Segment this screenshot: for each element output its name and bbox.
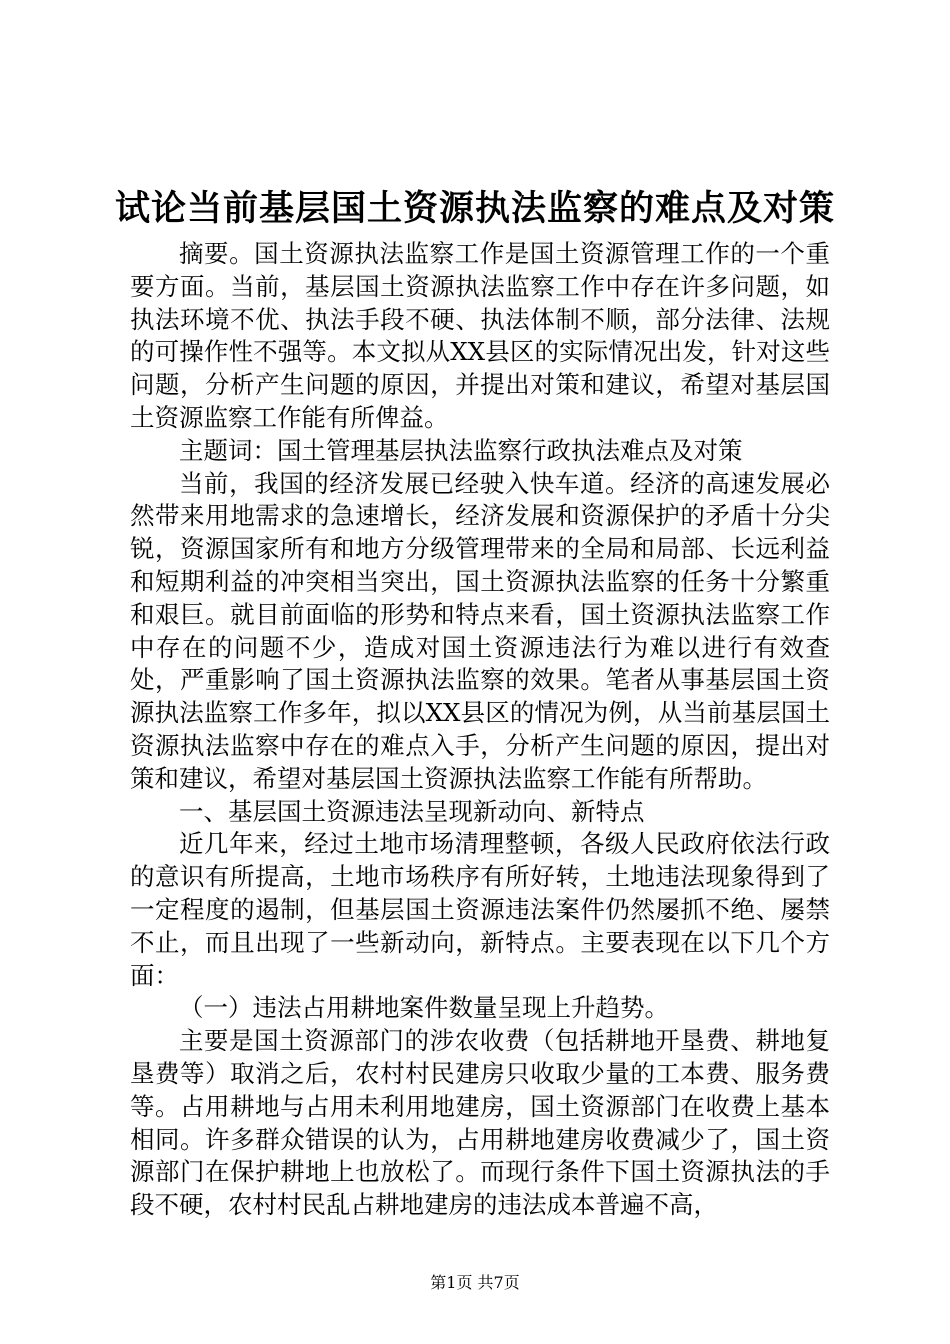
subsection-heading: （一）违法占用耕地案件数量呈现上升趋势。 <box>179 993 669 1023</box>
abstract-paragraph: 摘要。国土资源执法监察工作是国土资源管理工作的一个重要方面。当前，基层国土资源执法监察工作中存在许多问题，如执法环境不优、执法手段不硬、执法体制不顺，部分法律、法规的可操作性不强等。本文拟从XX县区的实际情况出发，针对这些问题，分析产生问题的原因，并提出对策和建议，希望对基层国土资源监察工作能有所俾益。 <box>130 239 830 432</box>
document-title: 试论当前基层国土资源执法监察的难点及对策 <box>114 188 835 229</box>
document-body <box>130 238 830 1222</box>
body-paragraph: 近几年来，经过土地市场清理整顿，各级人民政府依法行政的意识有所提高，土地市场秩序有所好转，土地违法现象得到了一定程度的遏制，但基层国土资源违法案件仍然屡抓不绝、屡禁不止，而且出现了一些新动向，新特点。主要表现在以下几个方面： <box>130 829 830 990</box>
intro-paragraph: 当前，我国的经济发展已经驶入快车道。经济的高速发展必然带来用地需求的急速增长，经济发展和资源保护的矛盾十分尖锐，资源国家所有和地方分级管理带来的全局和局部、长远利益和短期利益的冲突相当突出，国土资源执法监察的任务十分繁重和艰巨。就目前面临的形势和特点来看，国土资源执法监察工作中存在的问题不少，造成对国土资源违法行为难以进行有效查处，严重影响了国土资源执法监察的效果。笔者从事基层国土资源执法监察工作多年，拟以XX县区的情况为例，从当前基层国土资源执法监察中存在的难点入手，分析产生问题的原因，提出对策和建议，希望对基层国土资源执法监察工作能有所帮助。 <box>130 468 830 793</box>
body-paragraph: 主要是国土资源部门的涉农收费（包括耕地开垦费、耕地复垦费等）取消之后，农村村民建房只收取少量的工本费、服务费等。占用耕地与占用未利用地建房，国土资源部门在收费上基本相同。许多群众错误的认为，占用耕地建房收费减少了，国土资源部门在保护耕地上也放松了。而现行条件下国土资源执法的手段不硬，农村村民乱占耕地建房的违法成本普遍不高， <box>130 1026 830 1220</box>
section-heading: 一、基层国土资源违法呈现新动向、新特点 <box>179 796 645 826</box>
keywords-paragraph: 主题词：国土管理基层执法监察行政执法难点及对策 <box>179 435 743 465</box>
page-footer: 第1页 共7页 <box>430 1273 520 1292</box>
